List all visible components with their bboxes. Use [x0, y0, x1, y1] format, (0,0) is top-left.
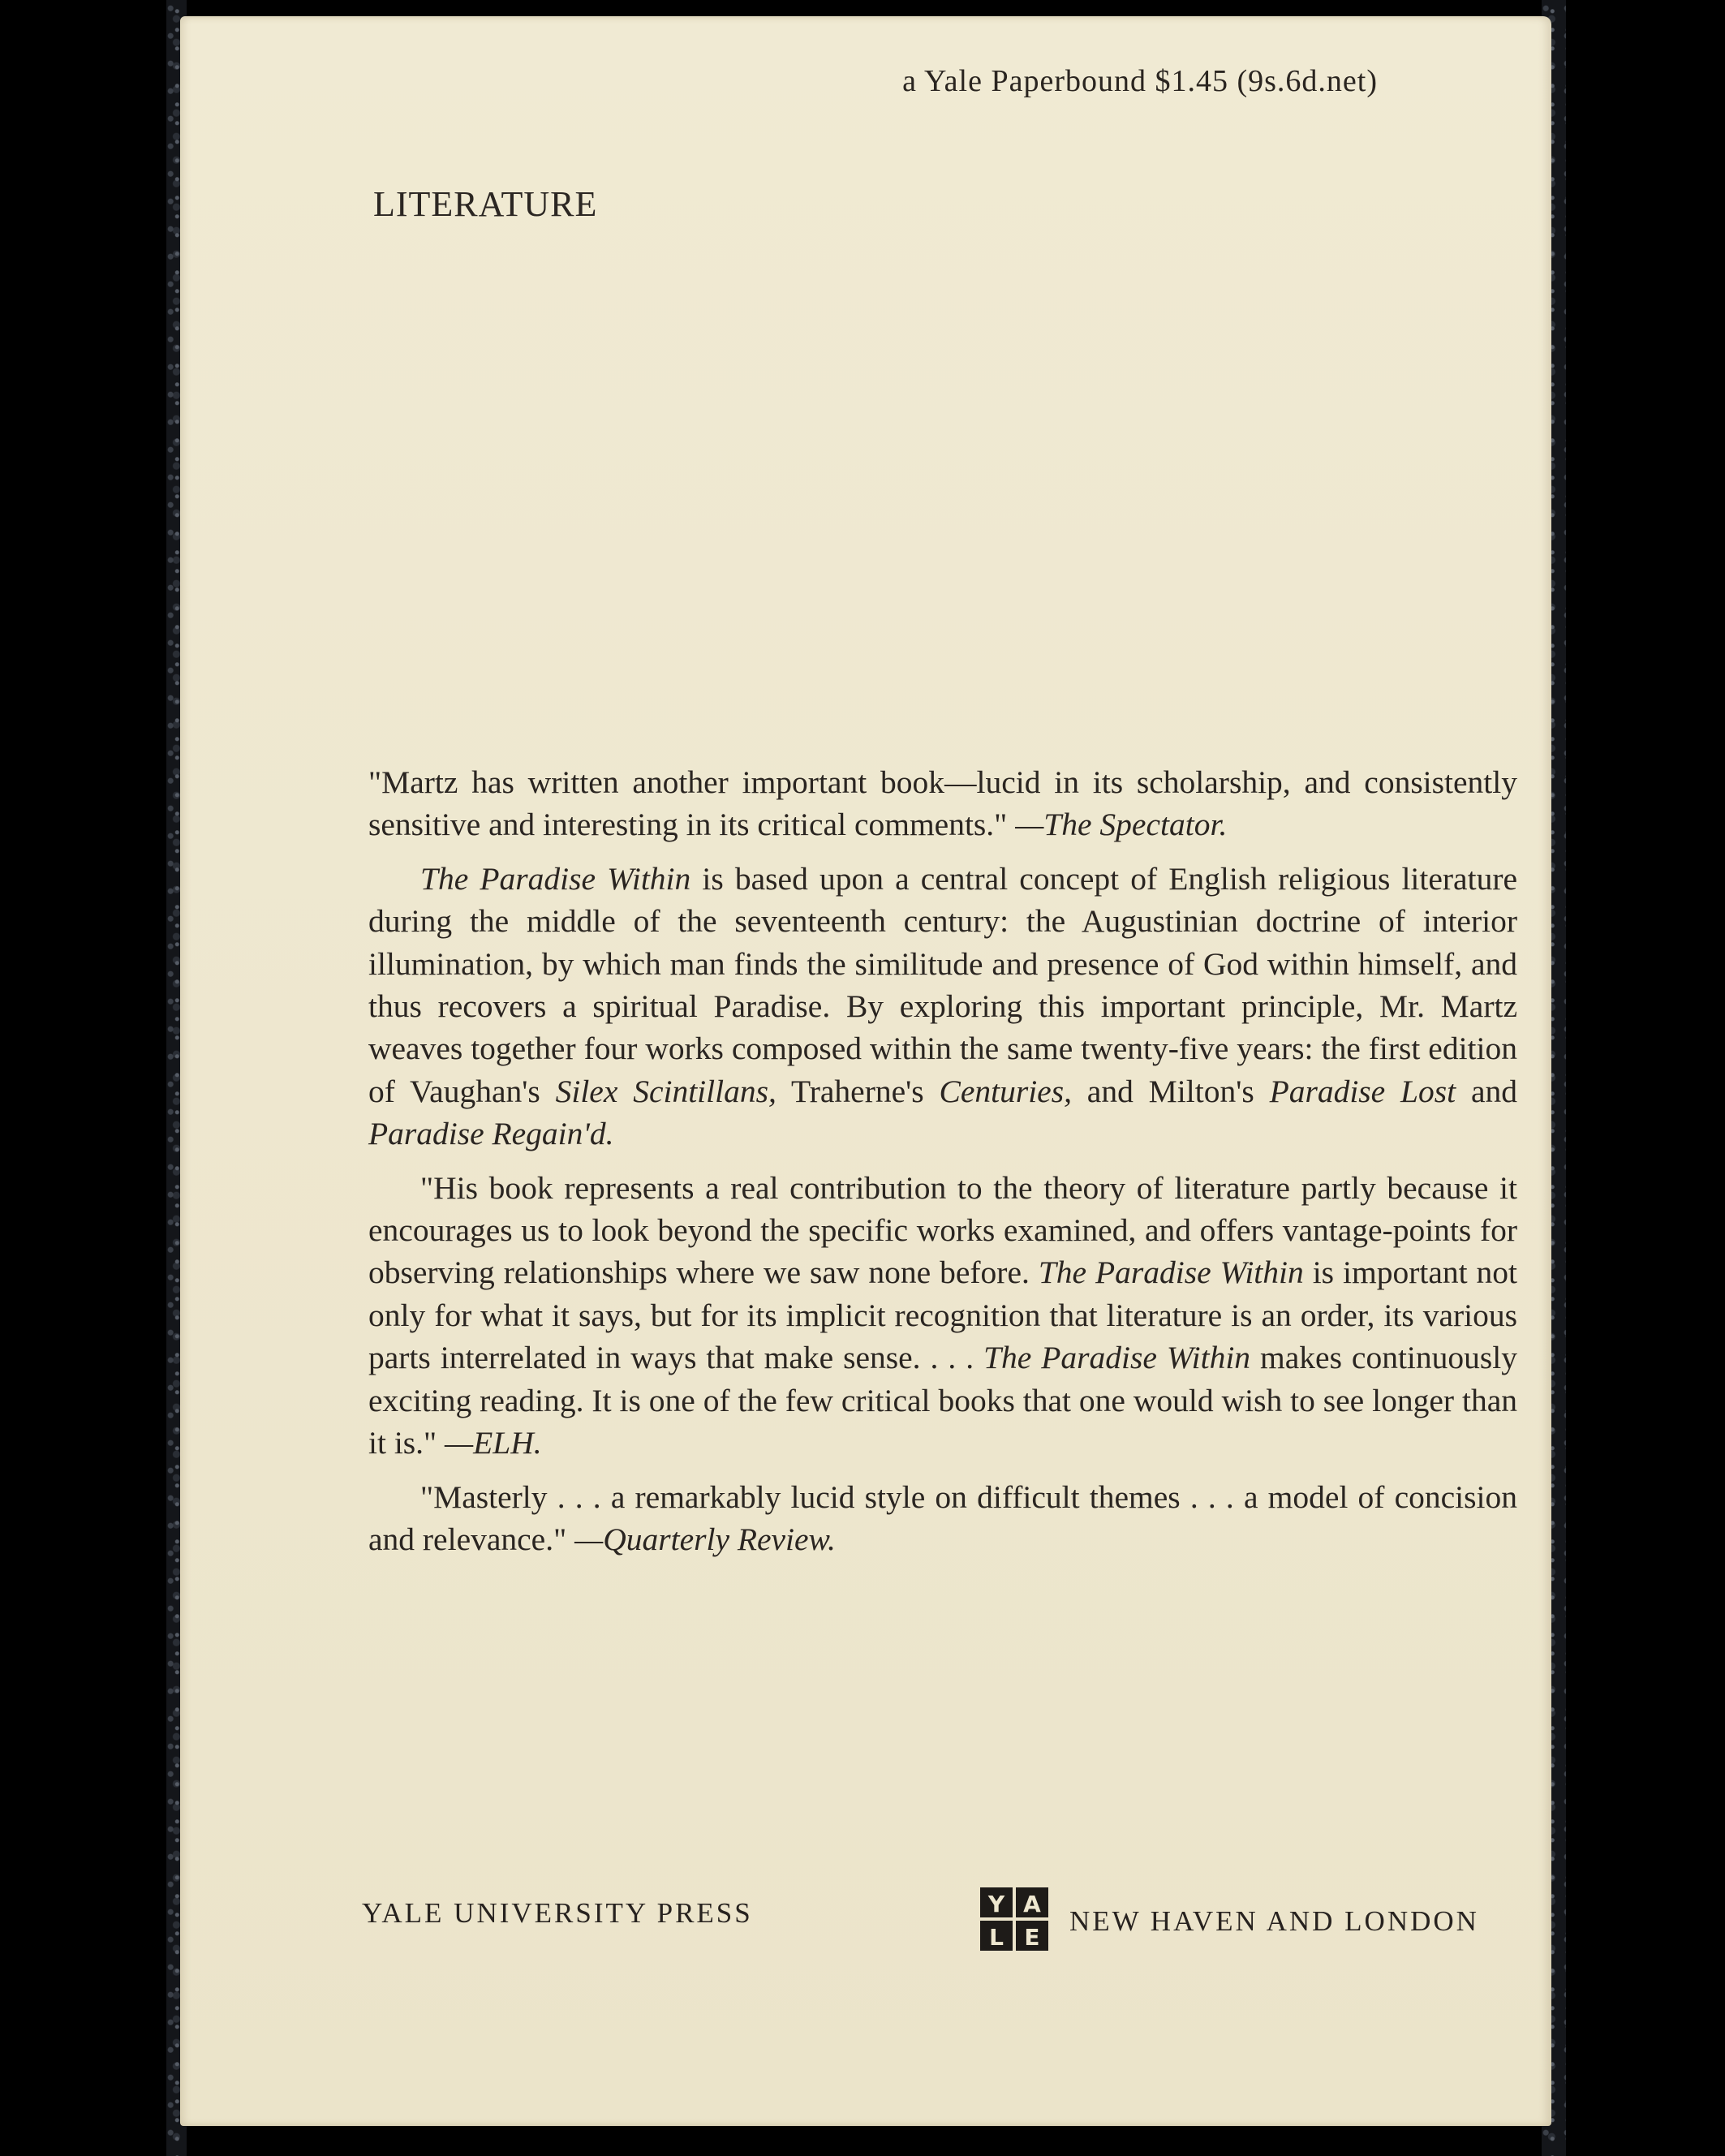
description-text: Traherne's: [776, 1073, 940, 1109]
book-description: [368, 858, 1517, 1155]
book-title-ref: The Paradise Within: [420, 860, 691, 897]
review-spectator: [368, 761, 1517, 846]
review-quarterly-quote: "Masterly . . . a remarkably lucid style on difficult themes . . . a model of concision and relevance.": [368, 1478, 1517, 1557]
review-elh-text: makes continuously exciting reading. It is one of the few critical books that one would wish to see longer than it is.": [368, 1340, 1517, 1461]
category-label: LITERATURE: [373, 184, 598, 224]
review-spectator-source: —The Spectator.: [1015, 807, 1228, 843]
work-title-paradise-regaind: Paradise Regain'd.: [368, 1116, 614, 1152]
review-quarterly: [368, 1476, 1517, 1561]
book-title-ref: The Paradise Within: [1038, 1254, 1304, 1291]
logo-letter: A: [1023, 1891, 1041, 1917]
yale-press-logo-icon: [980, 1887, 1048, 1951]
work-title-silex: Silex Scintillans,: [555, 1073, 776, 1109]
logo-letter: Y: [987, 1891, 1005, 1917]
review-spectator-quote: "Martz has written another important book—lucid in its scholarship, and consistently sensitive and interesting in its critical comments.": [368, 764, 1517, 843]
logo-letter: E: [1024, 1924, 1040, 1951]
review-elh-text: "His book represents a real contribution to the theory of literature partly because it encourages us to look beyond the specific works examined, and offers vantage-points for observing relationships where we saw none before.: [368, 1169, 1517, 1291]
work-title-paradise-lost: Paradise Lost: [1269, 1073, 1456, 1109]
work-title-centuries: Centuries,: [939, 1073, 1072, 1109]
review-elh-text: is important not only for what it says, but for its implicit recognition that literature is an order, its various parts interrelated in ways that make sense. . . .: [368, 1254, 1518, 1376]
blurb-text: [368, 761, 1517, 1572]
book-back-cover: [180, 16, 1551, 2126]
publisher-name: YALE UNIVERSITY PRESS: [362, 1897, 753, 1929]
review-quarterly-source: —Quarterly Review.: [574, 1521, 836, 1557]
description-text: and: [1456, 1073, 1517, 1109]
review-elh-source: —ELH.: [445, 1425, 542, 1461]
logo-letter: L: [989, 1924, 1004, 1951]
publisher-location: NEW HAVEN AND LONDON: [1069, 1905, 1479, 1937]
publisher-footer: [362, 1881, 1555, 1951]
price-line: a Yale Paperbound $1.45 (9s.6d.net): [902, 64, 1378, 98]
description-text: is based upon a central concept of English religious literature during the middle of the seventeenth century: the Augustinian doctrine of interior illumination, by which man finds the similitude and presence of God within himself, and thus recovers a spiritual Paradise. By exploring this important principle, Mr. Martz weaves together four works composed within the same twenty-five years: the first edition of Vaughan's: [368, 860, 1517, 1109]
book-title-ref: The Paradise Within: [983, 1340, 1251, 1376]
description-text: and Milton's: [1071, 1073, 1270, 1109]
review-elh: [368, 1167, 1517, 1465]
